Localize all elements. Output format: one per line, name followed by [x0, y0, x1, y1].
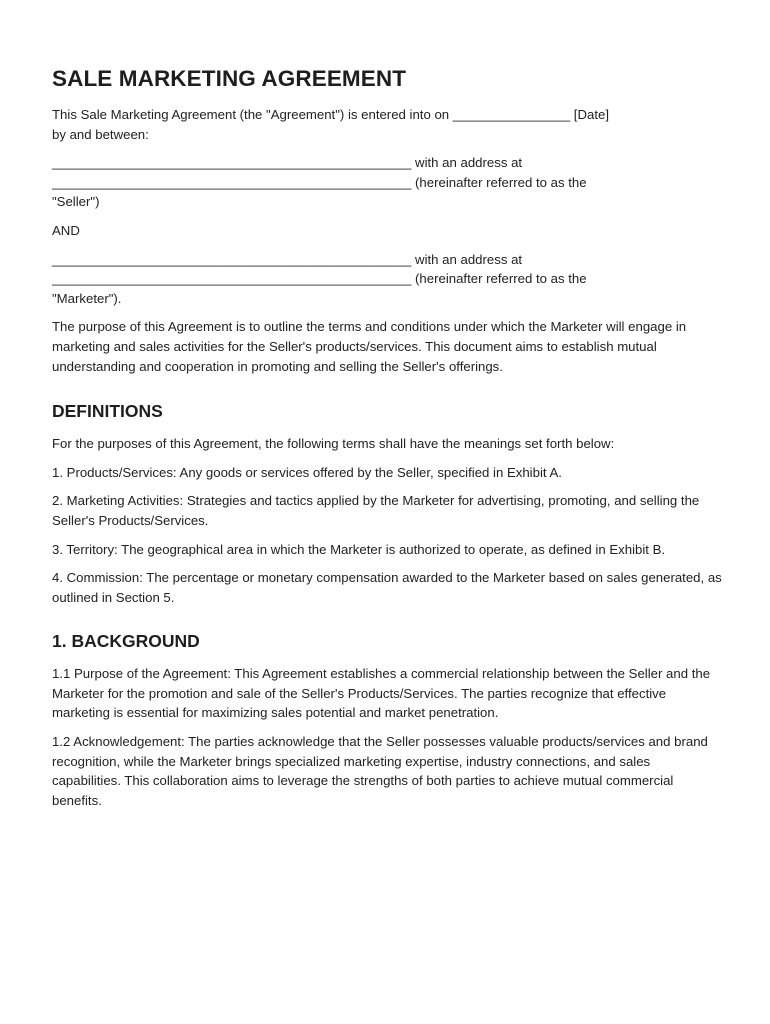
intro-paragraph: [52, 105, 722, 144]
background-item: 1.1 Purpose of the Agreement: This Agreement establishes a commercial relationship between the Seller and the Marketer for the promotion and sale of the Seller's Products/Services. The parties recognize that effective marketing is essential for maximizing sales potential and market penetration.: [52, 666, 711, 721]
and-separator: AND: [52, 222, 80, 238]
document-page: [52, 66, 722, 819]
background-heading: 1. BACKGROUND: [52, 631, 200, 652]
seller-name-line: _________________________________________________ with an address at: [52, 155, 523, 171]
definition-item: 3. Territory: The geographical area in which the Marketer is authorized to operate, as defined in Exhibit B.: [52, 541, 666, 557]
definition-item: 4. Commission: The percentage or monetary compensation awarded to the Marketer based on sales generated, as outlined in Section 5.: [52, 570, 722, 605]
intro-line-2: by and between:: [52, 126, 149, 142]
marketer-address-line: _________________________________________________ (hereinafter referred to as the: [52, 271, 587, 287]
definitions-heading: DEFINITIONS: [52, 401, 163, 422]
document-title: SALE MARKETING AGREEMENT: [52, 66, 407, 91]
definition-item: 1. Products/Services: Any goods or services offered by the Seller, specified in Exhibit A.: [52, 464, 562, 480]
definitions-intro: For the purposes of this Agreement, the following terms shall have the meanings set forth below:: [52, 436, 615, 452]
purpose-paragraph: The purpose of this Agreement is to outline the terms and conditions under which the Marketer will engage in marketing and sales activities for the Seller's products/services. This document aims to establish mutual understanding and cooperation in promoting and selling the Seller's offerings.: [52, 319, 687, 374]
definition-item: 2. Marketing Activities: Strategies and tactics applied by the Marketer for advertising, promoting, and selling the Seller's Products/Services.: [52, 493, 700, 528]
background-item: 1.2 Acknowledgement: The parties acknowledge that the Seller possesses valuable products/services and brand recognition, while the Marketer brings specialized marketing expertise, industry connections, and sales capabilities. This collaboration aims to leverage the strengths of both parties to achieve mutual commercial benefits.: [52, 734, 708, 808]
seller-address-line: _________________________________________________ (hereinafter referred to as the: [52, 174, 587, 190]
seller-label: "Seller"): [52, 194, 100, 210]
marketer-block: [52, 250, 722, 309]
seller-block: [52, 153, 722, 212]
marketer-name-line: _________________________________________________ with an address at: [52, 251, 523, 267]
marketer-label: "Marketer").: [52, 290, 122, 306]
intro-line-1: This Sale Marketing Agreement (the "Agreement") is entered into on ________________ [Date]: [52, 107, 609, 122]
